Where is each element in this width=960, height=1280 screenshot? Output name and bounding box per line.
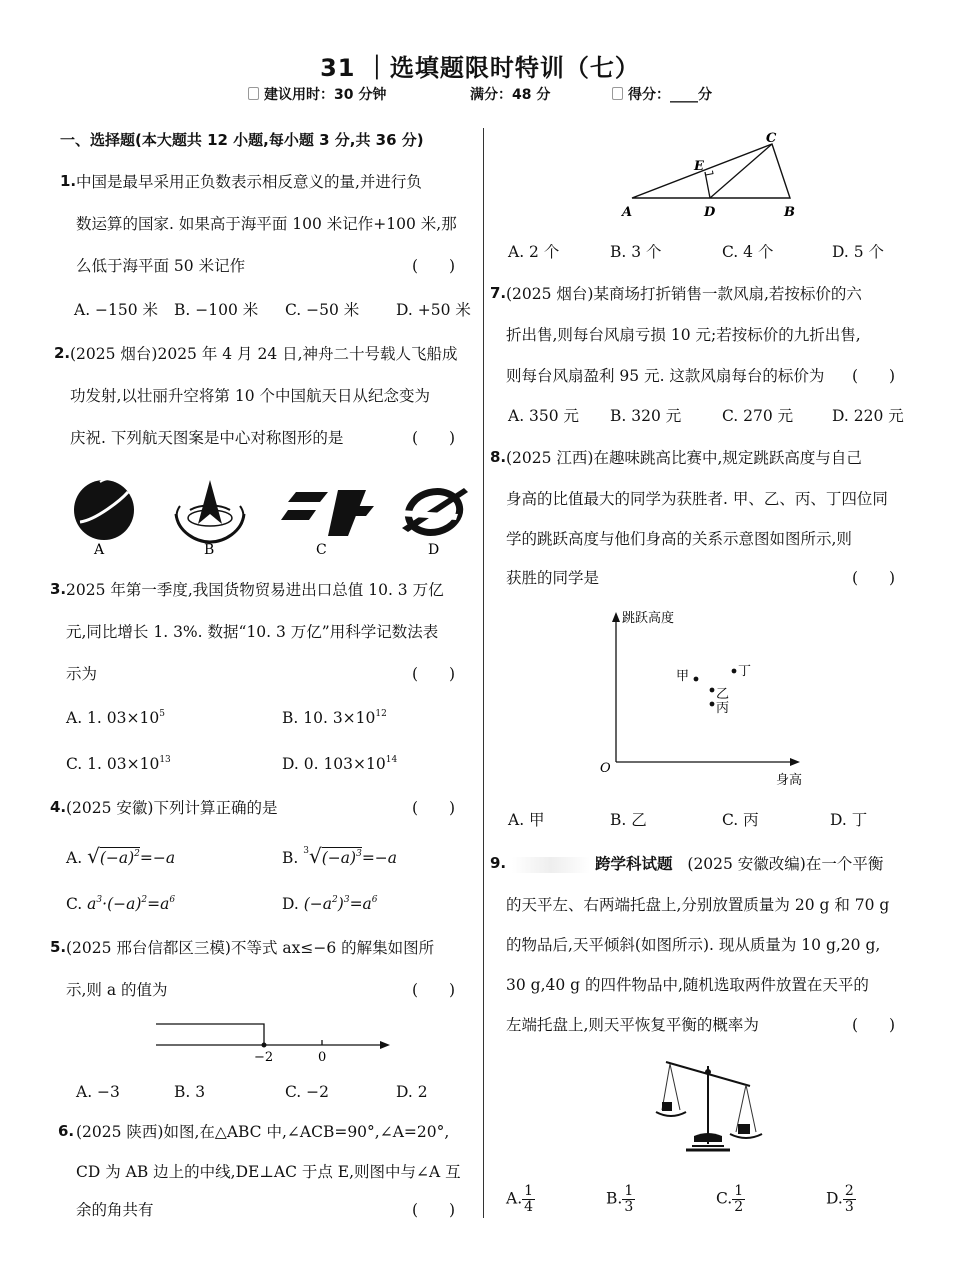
exponent: 2	[332, 895, 338, 905]
answer-paren: ( )	[852, 1016, 896, 1034]
option-c[interactable]	[66, 754, 171, 774]
question-text-line: 的天平左、右两端托盘上,分别放置质量为 20 g 和 70 g	[506, 896, 890, 914]
numerator: 1	[624, 1183, 634, 1199]
q6-option-c[interactable]: C. 4 个	[722, 243, 774, 261]
solution-ray	[156, 1024, 264, 1045]
term: (−a	[303, 895, 333, 913]
option-a[interactable]: A. −3	[76, 1083, 120, 1101]
option-label: C.	[716, 1189, 733, 1208]
radicand: (−a)	[99, 849, 135, 867]
exponent: 6	[371, 895, 378, 905]
question-text-line: 庆祝. 下列航天图案是中心对称图形的是	[70, 429, 344, 447]
label-b: B	[784, 205, 795, 220]
answer-paren: ( )	[852, 367, 896, 385]
question-text-line: (2025 烟台)2025 年 4 月 24 日,神舟二十号载人飞船成	[70, 345, 458, 363]
question-number: 6.	[58, 1122, 75, 1140]
numerator: 1	[524, 1183, 534, 1199]
question-text-line: 元,同比增长 1. 3%. 数据“10. 3 万亿”用科学记数法表	[66, 623, 439, 641]
term: )	[337, 895, 344, 913]
score-obtained	[612, 84, 712, 104]
point-ding	[732, 669, 737, 674]
arrow-icon	[612, 612, 620, 622]
question-text-line: (2025 安徽)下列计算正确的是	[66, 799, 278, 817]
option-a[interactable]: A. −150 米	[74, 301, 159, 319]
question-text-line: CD 为 AB 边上的中线,DE⊥AC 于点 E,则图中与∠A 互	[76, 1163, 461, 1181]
triangle-figure	[614, 130, 814, 222]
question-number: 4.	[50, 798, 67, 816]
option-c[interactable]	[66, 894, 175, 914]
answer-paren: ( )	[412, 429, 456, 447]
question-text-line: 的物品后,天平倾斜(如图所示). 现从质量为 10 g,20 g,	[506, 936, 881, 954]
suggested-time	[248, 84, 386, 104]
answer-paren: ( )	[412, 799, 456, 817]
x-axis-label: 身高	[776, 773, 803, 788]
denominator: 4	[524, 1199, 534, 1215]
question-text-line: 中国是最早采用正负数表示相反意义的量,并进行负	[76, 173, 422, 191]
point-label: 丁	[738, 664, 752, 679]
option-a[interactable]	[66, 846, 175, 868]
question-number: 5.	[50, 938, 67, 956]
radicand: (−a)	[321, 849, 357, 867]
numerator: 1	[734, 1183, 744, 1199]
option-a[interactable]: A. 350 元	[508, 407, 580, 425]
logo-c-label: C	[316, 542, 327, 558]
option-b[interactable]	[282, 708, 387, 728]
cross-subject-tag: 跨学科试题	[594, 855, 673, 873]
question-text-line: 示为	[66, 665, 98, 683]
option-d[interactable]	[282, 754, 397, 774]
denominator: 2	[734, 1199, 744, 1215]
q6-option-b[interactable]: B. 3 个	[610, 243, 662, 261]
option-label: D.	[826, 1189, 843, 1208]
point-bing	[710, 702, 715, 707]
option-label: A.	[66, 849, 83, 867]
option-label: D.	[282, 895, 299, 913]
question-text-line: 余的角共有	[76, 1201, 154, 1219]
option-d-exponent: 14	[385, 755, 398, 765]
q6-option-d[interactable]: D. 5 个	[832, 243, 885, 261]
question-text-line: 数运算的国家. 如果高于海平面 100 米记作+100 米,那	[76, 215, 457, 233]
exponent: 2	[141, 895, 148, 905]
option-b-text: B. 10. 3×10	[282, 709, 376, 727]
option-b-exponent: 12	[375, 709, 387, 719]
option-d-text: D. 0. 103×10	[282, 755, 386, 773]
logo-d-label: D	[428, 542, 440, 558]
y-axis-label: 跳跃高度	[622, 611, 675, 626]
rhs: =−a	[139, 849, 176, 867]
logo-b-image[interactable]	[176, 480, 244, 542]
question-text-line: 获胜的同学是	[506, 569, 600, 587]
label-e: E	[694, 159, 704, 174]
option-c[interactable]: C. 丙	[722, 811, 759, 829]
point-label: 甲	[676, 669, 690, 684]
exponent: 3	[96, 895, 103, 905]
rhs: =a	[147, 895, 170, 913]
exponent: 3	[343, 895, 350, 905]
denominator: 3	[844, 1199, 854, 1215]
option-d[interactable]: D. 丁	[830, 811, 868, 829]
logo-d-image[interactable]	[400, 486, 468, 538]
fraction	[622, 1184, 635, 1215]
option-d[interactable]: D. 220 元	[832, 407, 904, 425]
option-label: B.	[282, 849, 299, 867]
page-title: 31 ｜选填题限时特训（七）	[320, 54, 640, 82]
option-d[interactable]	[282, 894, 378, 914]
option-d[interactable]: D. 2	[396, 1083, 428, 1101]
aerospace-logos	[66, 470, 476, 570]
question-text-line: (2025 陕西)如图,在△ABC 中,∠ACB=90°,∠A=20°,	[76, 1123, 450, 1141]
question-text-line: (2025 邢台信都区三模)不等式 ax≤−6 的解集如图所	[66, 939, 435, 957]
point-yi	[710, 688, 715, 693]
option-b[interactable]: B. 320 元	[610, 407, 682, 425]
option-label: C.	[66, 895, 83, 913]
point-label: 乙	[716, 687, 730, 702]
option-d[interactable]: D. +50 米	[396, 301, 471, 319]
suggested-time-text: 建议用时：30 分钟	[264, 87, 387, 103]
question-text-line: 折出售,则每台风扇亏损 10 元;若按标价的九折出售,	[506, 326, 861, 344]
question-text-line: 30 g,40 g 的四件物品中,随机选取两件放置在天平的	[506, 976, 869, 994]
answer-paren: ( )	[412, 257, 456, 275]
numerator: 2	[844, 1183, 854, 1199]
logo-b-label: B	[204, 542, 215, 558]
question-head	[512, 854, 883, 874]
option-label: A.	[506, 1189, 523, 1208]
section-title: 一、选择题(本大题共 12 小题,每小题 3 分,共 36 分)	[60, 131, 424, 149]
denominator: 3	[624, 1199, 634, 1215]
fraction	[522, 1184, 535, 1215]
question-number: 7.	[490, 284, 507, 302]
checkbox-icon	[612, 87, 623, 100]
question-number: 3.	[50, 580, 67, 598]
option-c[interactable]: C. −2	[285, 1083, 330, 1101]
rhs: =−a	[361, 849, 398, 867]
question-text-line: 2025 年第一季度,我国货物贸易进出口总值 10. 3 万亿	[66, 581, 444, 599]
exponent: 2	[134, 849, 140, 859]
fraction	[732, 1184, 745, 1215]
logo-a-image[interactable]	[74, 479, 134, 540]
q6-option-a[interactable]: A. 2 个	[508, 243, 560, 261]
option-a[interactable]	[66, 708, 165, 728]
answer-paren: ( )	[852, 569, 896, 587]
option-d[interactable]	[826, 1184, 856, 1215]
question-head-text: (2025 安徽改编)在一个平衡	[687, 855, 884, 873]
option-a-exponent: 5	[159, 709, 165, 719]
option-c[interactable]: C. −50 米	[285, 301, 360, 319]
option-b[interactable]: B. 3	[174, 1083, 206, 1101]
answer-paren: ( )	[412, 981, 456, 999]
label-a: A	[622, 205, 633, 220]
origin-label: O	[600, 761, 611, 776]
axis-label: 0	[318, 1050, 327, 1065]
sqrt-icon: √	[309, 844, 322, 868]
term: a	[87, 895, 97, 913]
option-c[interactable]	[716, 1184, 745, 1215]
question-number: 9.	[490, 854, 507, 872]
checkbox-icon	[248, 87, 259, 100]
answer-paren: ( )	[412, 665, 456, 683]
label-c: C	[766, 131, 777, 146]
arrow-icon	[380, 1041, 390, 1049]
option-b[interactable]	[282, 846, 397, 868]
column-divider	[483, 128, 484, 1218]
question-text-line: (2025 江西)在趣味跳高比赛中,规定跳跃高度与自己	[506, 449, 862, 467]
option-a[interactable]: A. 甲	[508, 811, 545, 829]
option-a-text: A. 1. 03×10	[66, 709, 160, 727]
option-b[interactable]	[606, 1184, 635, 1215]
question-number: 8.	[490, 448, 507, 466]
root-index: 3	[303, 846, 309, 856]
question-text-line: 左端托盘上,则天平恢复平衡的概率为	[506, 1016, 759, 1034]
height-jump-chart	[596, 604, 816, 794]
question-number: 1.	[60, 172, 77, 190]
label-d: D	[704, 205, 716, 220]
axis-label: −2	[254, 1050, 274, 1065]
number-line	[150, 1018, 400, 1066]
answer-paren: ( )	[412, 1201, 456, 1219]
question-text-line: 则每台风扇盈利 95 元. 这款风扇每台的标价为	[506, 367, 825, 385]
logo-a-label: A	[94, 542, 105, 558]
question-text-line: 功发射,以壮丽升空将第 10 个中国航天日从纪念变为	[70, 387, 431, 405]
question-text-line: 示,则 a 的值为	[66, 981, 168, 999]
option-b[interactable]: B. 乙	[610, 811, 647, 829]
subject-tag-bg	[512, 857, 590, 873]
score-obtained-text: 得分：____分	[628, 87, 712, 103]
exponent: 3	[356, 849, 362, 859]
arrow-icon	[790, 758, 800, 766]
option-label: B.	[606, 1189, 623, 1208]
option-c-text: C. 1. 03×10	[66, 755, 160, 773]
option-c-exponent: 13	[159, 755, 171, 765]
option-b[interactable]: B. −100 米	[174, 301, 259, 319]
exponent: 6	[169, 895, 176, 905]
question-text-line: (2025 烟台)某商场打折销售一款风扇,若按标价的六	[506, 285, 862, 303]
rhs: =a	[349, 895, 372, 913]
option-c[interactable]: C. 270 元	[722, 407, 794, 425]
fraction	[843, 1184, 856, 1215]
point-jia	[694, 677, 699, 682]
option-a[interactable]	[506, 1184, 535, 1215]
full-score: 满分：48 分	[470, 87, 551, 103]
term: ·(−a)	[102, 895, 142, 913]
point-label: 丙	[716, 701, 730, 716]
logo-c-image[interactable]	[281, 490, 374, 536]
question-text-line: 身高的比值最大的同学为获胜者. 甲、乙、丙、丁四位同	[506, 490, 888, 508]
question-text-line: 么低于海平面 50 米记作	[76, 257, 246, 275]
question-number: 2.	[54, 344, 71, 362]
sqrt-icon: √	[87, 844, 100, 868]
balance-scale-image	[646, 1056, 766, 1166]
question-text-line: 学的跳跃高度与他们身高的关系示意图如图所示,则	[506, 530, 852, 548]
